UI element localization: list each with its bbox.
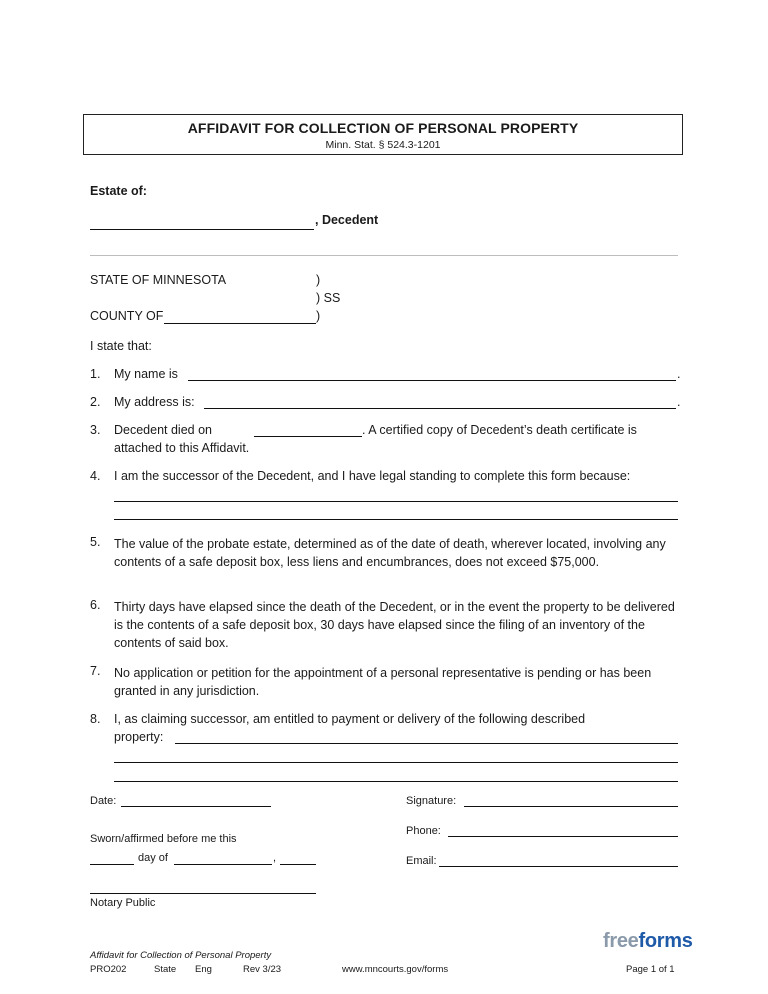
brand-forms: forms xyxy=(638,930,693,952)
footer-form-code: PRO202 xyxy=(90,964,127,975)
date-line[interactable] xyxy=(121,806,271,807)
phone-label: Phone: xyxy=(406,825,441,837)
venue-paren-1: ) xyxy=(316,273,321,287)
item-5-number: 5. xyxy=(90,535,101,549)
brand-free: free xyxy=(603,930,639,952)
notary-label: Notary Public xyxy=(90,897,156,909)
venue-state: STATE OF MINNESOTA xyxy=(90,273,227,287)
statute-reference: Minn. Stat. § 524.3-1201 xyxy=(325,139,441,151)
venue-county-label: COUNTY OF xyxy=(90,309,164,323)
item-3-text-c: attached to this Affidavit. xyxy=(114,441,250,455)
venue-ss: ) SS xyxy=(316,291,341,305)
item-2-number: 2. xyxy=(90,395,101,409)
decedent-name-line[interactable] xyxy=(90,229,314,230)
item-2-end: . xyxy=(677,395,681,409)
month-line[interactable] xyxy=(174,864,272,865)
item-8-text-a: I, as claiming successor, am entitled to payment or delivery of the following described xyxy=(114,712,586,726)
property-line-3[interactable] xyxy=(114,781,678,782)
intro-text: I state that: xyxy=(90,339,152,353)
estate-label: Estate of: xyxy=(90,184,147,198)
item-1-end: . xyxy=(677,367,681,381)
signature-line[interactable] xyxy=(464,806,678,807)
property-line-1[interactable] xyxy=(175,743,678,744)
day-line[interactable] xyxy=(90,864,134,865)
item-7-number: 7. xyxy=(90,664,101,678)
address-line[interactable] xyxy=(204,408,676,409)
county-line[interactable] xyxy=(164,323,316,324)
form-title: AFFIDAVIT FOR COLLECTION OF PERSONAL PROPERTY xyxy=(187,120,579,136)
standing-line-2[interactable] xyxy=(114,519,678,520)
date-label: Date: xyxy=(90,795,117,807)
freeforms-logo xyxy=(603,930,693,953)
item-8-text-b: property: xyxy=(114,730,164,744)
notary-signature-line[interactable] xyxy=(90,893,316,894)
footer-url: www.mncourts.gov/forms xyxy=(342,964,449,975)
sworn-text: Sworn/affirmed before me this xyxy=(90,833,237,845)
email-label: Email: xyxy=(406,855,437,867)
name-line[interactable] xyxy=(188,380,676,381)
footer-state: State xyxy=(154,964,177,975)
footer-language: Eng xyxy=(195,964,212,975)
death-date-line[interactable] xyxy=(254,436,362,437)
item-7-text: No application or petition for the appointment of a personal representative is pending or has been granted in any jurisdiction. xyxy=(114,666,652,698)
item-3-number: 3. xyxy=(90,423,101,437)
item-4-text: I am the successor of the Decedent, and I have legal standing to complete this form because: xyxy=(114,469,631,483)
item-2-text: My address is: xyxy=(114,395,195,409)
item-3-text-b: . A certified copy of Decedent’s death certificate is xyxy=(362,423,637,437)
standing-line-1[interactable] xyxy=(114,501,678,502)
item-1-text: My name is xyxy=(114,367,178,381)
footer-revision: Rev 3/23 xyxy=(243,964,282,975)
day-of-label: day of xyxy=(138,852,168,864)
form-title-box xyxy=(83,114,683,155)
property-line-2[interactable] xyxy=(114,762,678,763)
venue-paren-3: ) xyxy=(316,309,321,323)
comma-label: , xyxy=(273,852,277,864)
email-line[interactable] xyxy=(439,866,678,867)
footer-page-number: Page 1 of 1 xyxy=(626,964,675,975)
section-divider xyxy=(90,255,678,256)
phone-line[interactable] xyxy=(448,836,678,837)
decedent-suffix: , Decedent xyxy=(315,213,379,227)
item-5-text: The value of the probate estate, determined as of the date of death, wherever located, involving any contents of a safe deposit box, less liens and encumbrances, does not exceed $75,000. xyxy=(114,537,666,569)
item-8-number: 8. xyxy=(90,712,101,726)
item-1-number: 1. xyxy=(90,367,101,381)
signature-label: Signature: xyxy=(406,795,457,807)
year-line[interactable] xyxy=(280,864,316,865)
item-6-number: 6. xyxy=(90,598,101,612)
item-4-number: 4. xyxy=(90,469,101,483)
footer-form-title: Affidavit for Collection of Personal Property xyxy=(90,950,272,961)
item-6-text: Thirty days have elapsed since the death of the Decedent, or in the event the property to be delivered is the contents of a safe deposit box, 30 days have elapsed since the filing of an inventory of the contents of said box. xyxy=(114,600,675,650)
item-3-text-a: Decedent died on xyxy=(114,423,212,437)
